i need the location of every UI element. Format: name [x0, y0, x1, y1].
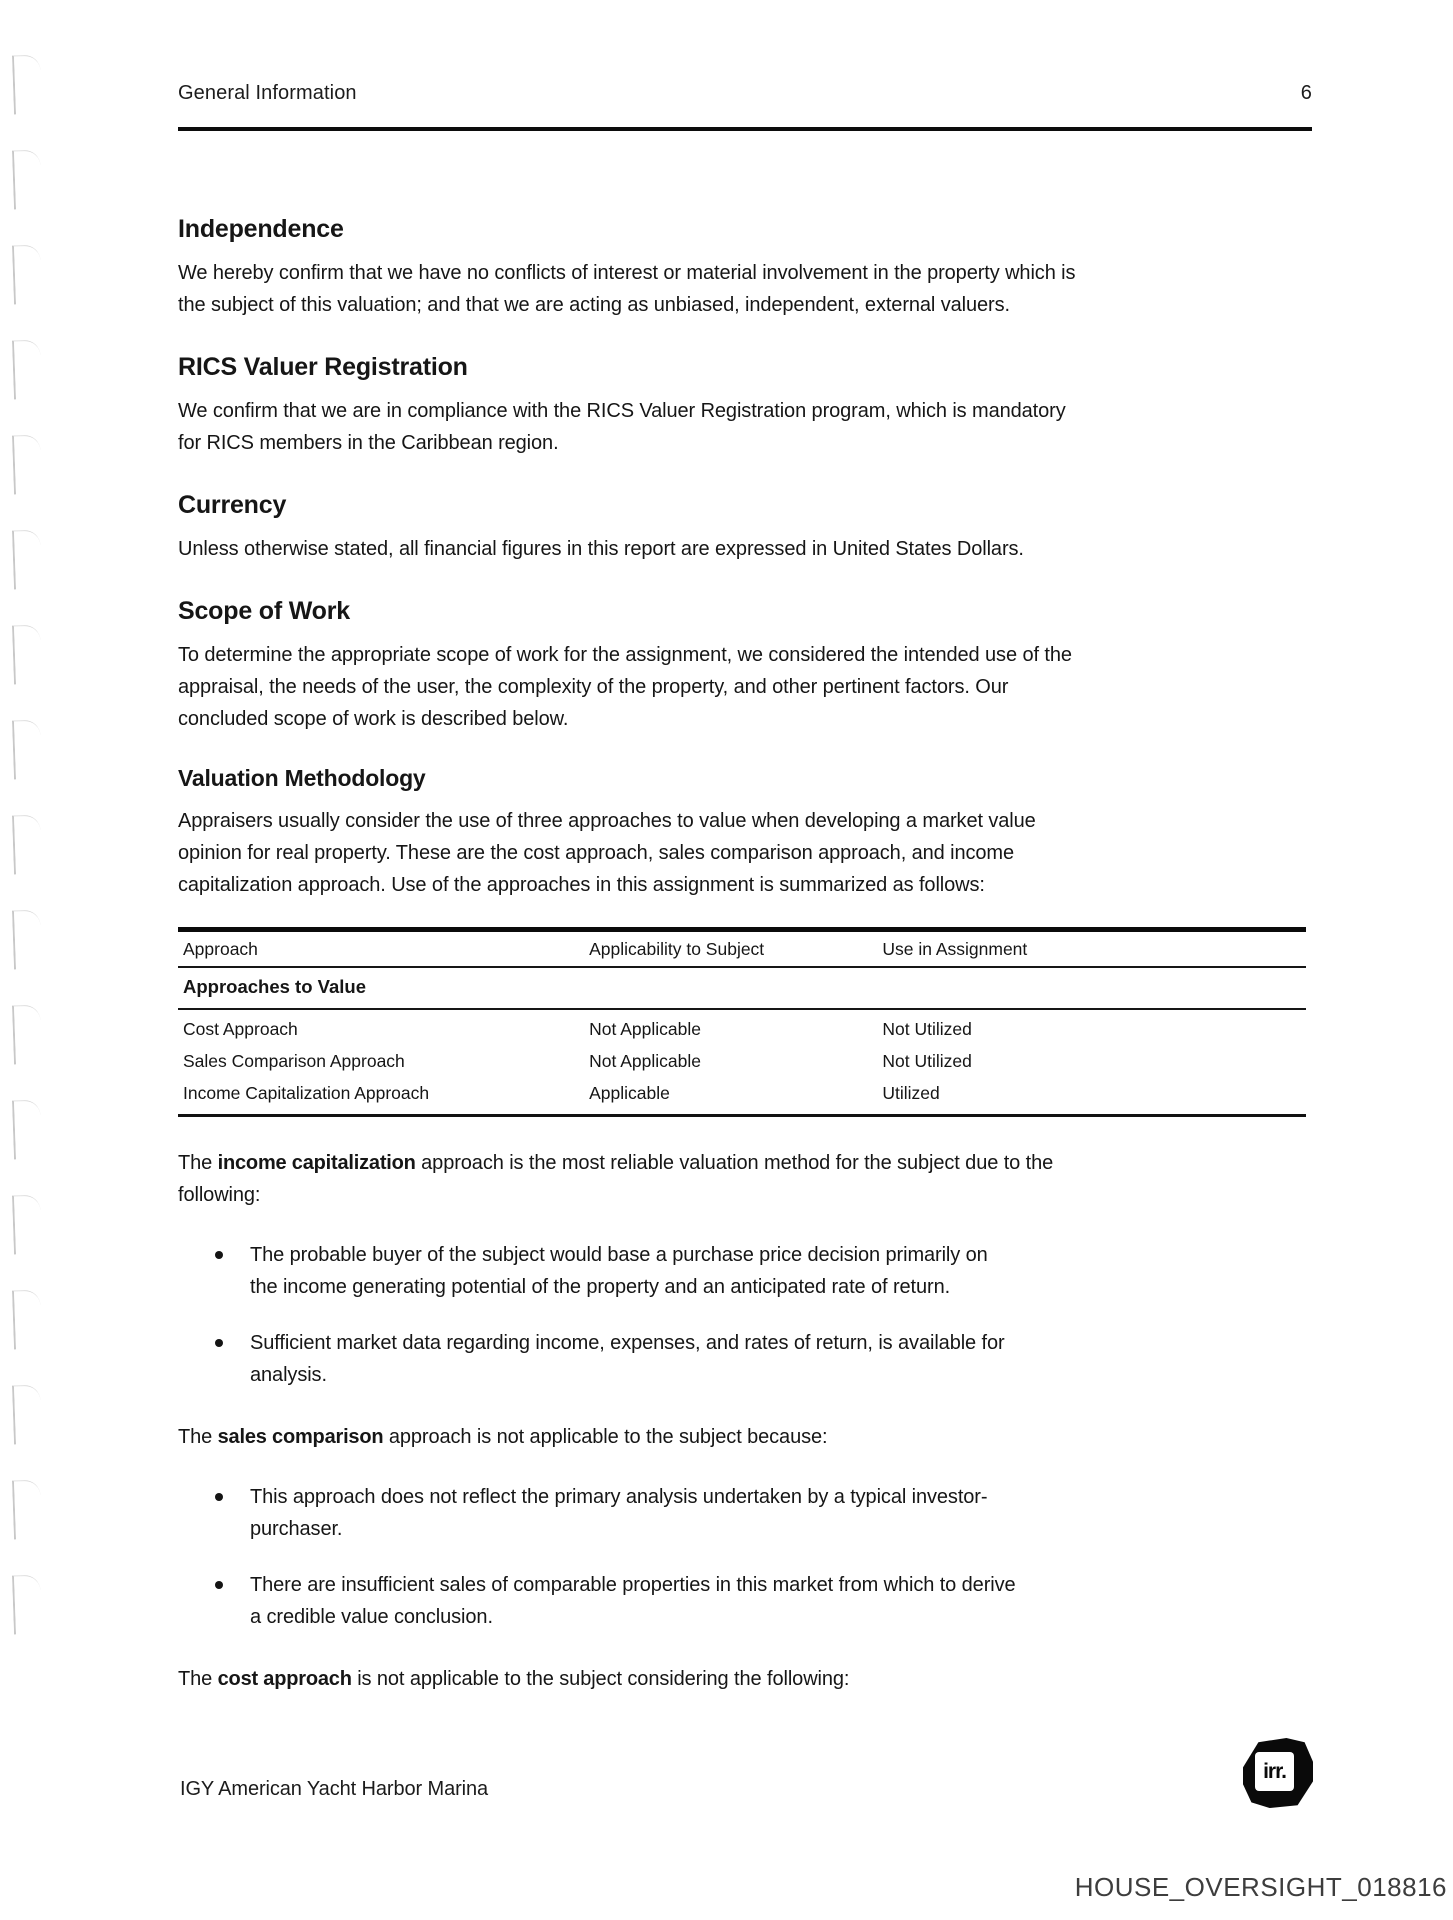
irr-logo-text: irr. [1263, 1759, 1286, 1783]
section-heading-scope-of-work: Scope of Work [178, 597, 350, 625]
column-header-use-in-assignment: Use in Assignment [877, 930, 1306, 968]
table-title: Approaches to Value [178, 967, 1306, 1009]
cell-approach: Cost Approach [183, 1019, 298, 1039]
section-heading-rics-valuer-registration: RICS Valuer Registration [178, 353, 468, 381]
cell-use: Not Utilized [882, 1051, 972, 1071]
list-item [215, 1239, 1035, 1303]
section-body-currency: Unless otherwise stated, all financial figures in this report are expressed in United States Dollars. [178, 538, 1024, 560]
paragraph-text: The [178, 1668, 218, 1690]
column-header-approach: Approach [178, 930, 584, 968]
cell-applicability: Not Applicable [589, 1019, 701, 1039]
section-body-independence: We hereby confirm that we have no conflicts of interest or material involvement in the property which is the subject of this valuation; and that we are acting as unbiased, independent, external valuers. [178, 262, 1076, 316]
header-page-number: 6 [1300, 82, 1312, 104]
cell-use: Not Utilized [882, 1019, 972, 1039]
bullet-text: There are insufficient sales of comparable properties in this market from which to derive a credible value conclusion. [250, 1574, 1016, 1628]
bullet-icon [215, 1251, 223, 1259]
page-header [178, 82, 1312, 105]
cell-applicability: Not Applicable [589, 1051, 701, 1071]
section-heading-valuation-methodology: Valuation Methodology [178, 765, 426, 791]
list-item [215, 1327, 1035, 1391]
header-rule [178, 127, 1312, 131]
approaches-to-value-table [178, 927, 1306, 1117]
cell-approach: Income Capitalization Approach [183, 1083, 430, 1103]
footer-document-title: IGY American Yacht Harbor Marina [180, 1778, 489, 1800]
sales-comparison-bullets [178, 1481, 1312, 1633]
bullet-text: Sufficient market data regarding income, expenses, and rates of return, is available for analysis. [250, 1332, 1005, 1386]
cell-use: Utilized [882, 1083, 940, 1103]
paragraph-bold-text: income capitalization [217, 1152, 416, 1174]
section-body-scope-of-work: To determine the appropriate scope of work for the assignment, we considered the intended use of the appraisal, the needs of the user, the complexity of the property, and other pertinent factors. Our concluded scope of work is described below. [178, 644, 1072, 730]
paragraph-text: approach is the most reliable valuation method for the subject due to the following: [178, 1152, 1054, 1206]
income-capitalization-bullets [178, 1239, 1312, 1391]
header-section-title: General Information [178, 82, 357, 104]
sales-comparison-paragraph [178, 1421, 1083, 1453]
cell-approach: Sales Comparison Approach [183, 1051, 405, 1071]
section-body-rics-valuer-registration: We confirm that we are in compliance with the RICS Valuer Registration program, which is mandatory for RICS members in the Caribbean region. [178, 400, 1066, 454]
irr-logo-face [1255, 1752, 1294, 1791]
table-row [178, 1045, 1306, 1077]
paragraph-text: is not applicable to the subject considering the following: [351, 1668, 850, 1690]
bullet-icon [215, 1581, 223, 1589]
bullet-icon [215, 1493, 223, 1501]
bates-number: HOUSE_OVERSIGHT_018816 [1074, 1872, 1447, 1902]
bullet-text: This approach does not reflect the primary analysis undertaken by a typical investor-purchaser. [250, 1486, 988, 1540]
bullet-icon [215, 1339, 223, 1347]
paragraph-bold-text: sales comparison [217, 1426, 384, 1448]
cost-approach-paragraph [178, 1663, 1083, 1695]
paragraph-bold-text: cost approach [217, 1668, 352, 1690]
section-heading-currency: Currency [178, 491, 287, 519]
section-heading-independence: Independence [178, 215, 344, 243]
cell-applicability: Applicable [589, 1083, 670, 1103]
page-content [178, 82, 1312, 1695]
paragraph-text: The [178, 1426, 218, 1448]
table-title-row [178, 967, 1306, 1009]
paragraph-text: approach is not applicable to the subject because: [383, 1426, 828, 1448]
table-header-row [178, 930, 1306, 968]
paragraph-text: The [178, 1152, 218, 1174]
list-item [215, 1481, 1035, 1545]
column-header-applicability: Applicability to Subject [584, 930, 877, 968]
table-row [178, 1077, 1306, 1116]
list-item [215, 1569, 1035, 1633]
income-capitalization-paragraph [178, 1147, 1083, 1211]
irr-logo-icon [1243, 1738, 1313, 1808]
bullet-text: The probable buyer of the subject would base a purchase price decision primarily on the income generating potential of the property and an anticipated rate of return. [250, 1244, 988, 1298]
table-row [178, 1009, 1306, 1045]
section-body-valuation-methodology: Appraisers usually consider the use of three approaches to value when developing a market value opinion for real property. These are the cost approach, sales comparison approach, and income capitalization approach. Use of the approaches in this assignment is summarized as follows: [178, 810, 1036, 896]
